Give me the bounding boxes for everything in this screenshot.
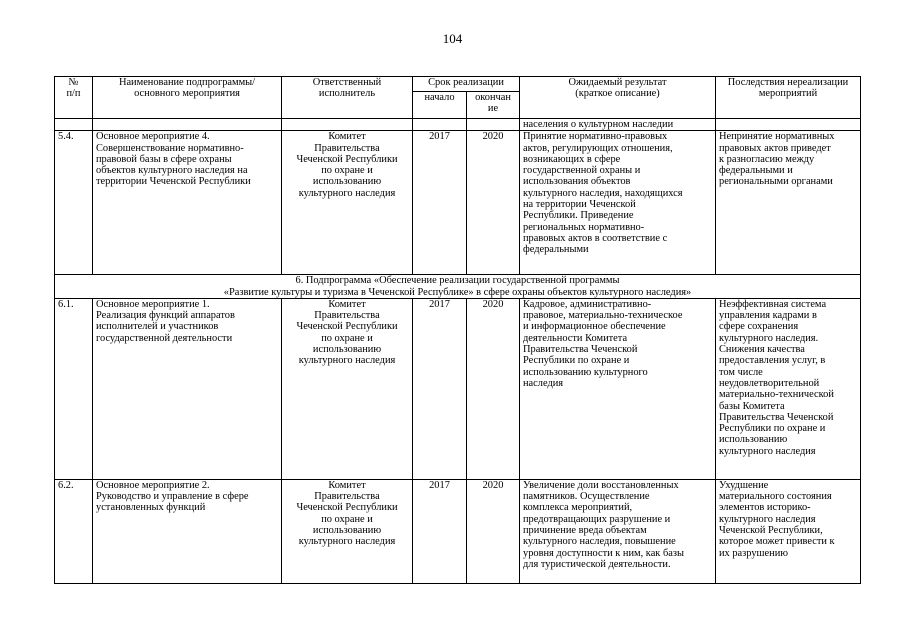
header-start: начало — [413, 92, 467, 119]
row-consequences: Неэффективная система управления кадрами в сфере сохранения культурного наследия. Снижения качества предоставления услуг, в том числе неудовлетворительной материально-технической базы Комитета Правительства Чеченской Республики по охране и использованию культурного наследия — [716, 298, 861, 479]
row-executor: Комитет Правительства Чеченской Республики по охране и использованию культурного наследия — [282, 131, 413, 275]
header-period: Срок реализации — [413, 77, 520, 92]
row-executor: Комитет Правительства Чеченской Республики по охране и использованию культурного наследия — [282, 479, 413, 583]
row-name: Основное мероприятие 1. Реализация функций аппаратов исполнителей и участников государственной деятельности — [93, 298, 282, 479]
row-consequences: Ухудшение материального состояния элементов историко- культурного наследия Чеченской Республики, которое может привести к их разрушению — [716, 479, 861, 583]
row-name: Основное мероприятие 4. Совершенствование нормативно- правовой базы в сфере охраны объектов культурного наследия на территории Чеченской Республики — [93, 131, 282, 275]
section-title-line1: 6. Подпрограмма «Обеспечение реализации государственной программы — [295, 275, 620, 287]
row-num: 6.1. — [55, 298, 93, 479]
table-row — [55, 479, 861, 583]
row-start: 2017 — [413, 131, 467, 275]
row-start: 2017 — [413, 479, 467, 583]
header-executor: Ответственный исполнитель — [282, 77, 413, 119]
row-executor: Комитет Правительства Чеченской Республики по охране и использованию культурного наследия — [282, 298, 413, 479]
row-result: Увеличение доли восстановленных памятников. Осуществление комплекса мероприятий, предотвращающих разрушение и причинение вреда объектам культурного наследия, повышение уровня доступности к ним, как базы для туристической деятельности. — [520, 479, 716, 583]
section-title — [55, 275, 861, 299]
header-name: Наименование подпрограммы/ основного мероприятия — [93, 77, 282, 119]
row-end: 2020 — [467, 298, 520, 479]
row-consequences: Непринятие нормативных правовых актов приведет к разногласию между федеральными и региональными органами — [716, 131, 861, 275]
section-row — [55, 275, 861, 299]
section-title-line2: «Развитие культуры и туризма в Чеченской Республике» в сфере охраны объектов культурного наследия» — [223, 286, 692, 298]
row-name: Основное мероприятие 2. Руководство и управление в сфере установленных функций — [93, 479, 282, 583]
page-number: 104 — [442, 31, 463, 46]
row-num: 5.4. — [55, 131, 93, 275]
row-num: 6.2. — [55, 479, 93, 583]
table-row — [55, 298, 861, 479]
row-end: 2020 — [467, 479, 520, 583]
continuation-result: населения о культурном наследии — [520, 119, 716, 131]
table-row — [55, 131, 861, 275]
header-consequences: Последствия нереализации мероприятий — [716, 77, 861, 119]
program-table — [54, 76, 861, 584]
header-num: № п/п — [55, 77, 93, 119]
header-end: окончан ие — [467, 92, 520, 119]
row-result: Принятие нормативно-правовых актов, регулирующих отношения, возникающих в сфере государственной охраны и использования объектов культурного наследия, находящихся на территории Чеченской Республики. Приведение региональных нормативно- правовых актов в соответствие с федеральными — [520, 131, 716, 275]
row-end: 2020 — [467, 131, 520, 275]
continuation-row — [55, 119, 861, 131]
header-result: Ожидаемый результат (краткое описание) — [520, 77, 716, 119]
row-result: Кадровое, административно- правовое, материально-техническое и информационное обеспечение деятельности Комитета Правительства Чеченской Республики по охране и использованию культурного наследия — [520, 298, 716, 479]
row-start: 2017 — [413, 298, 467, 479]
